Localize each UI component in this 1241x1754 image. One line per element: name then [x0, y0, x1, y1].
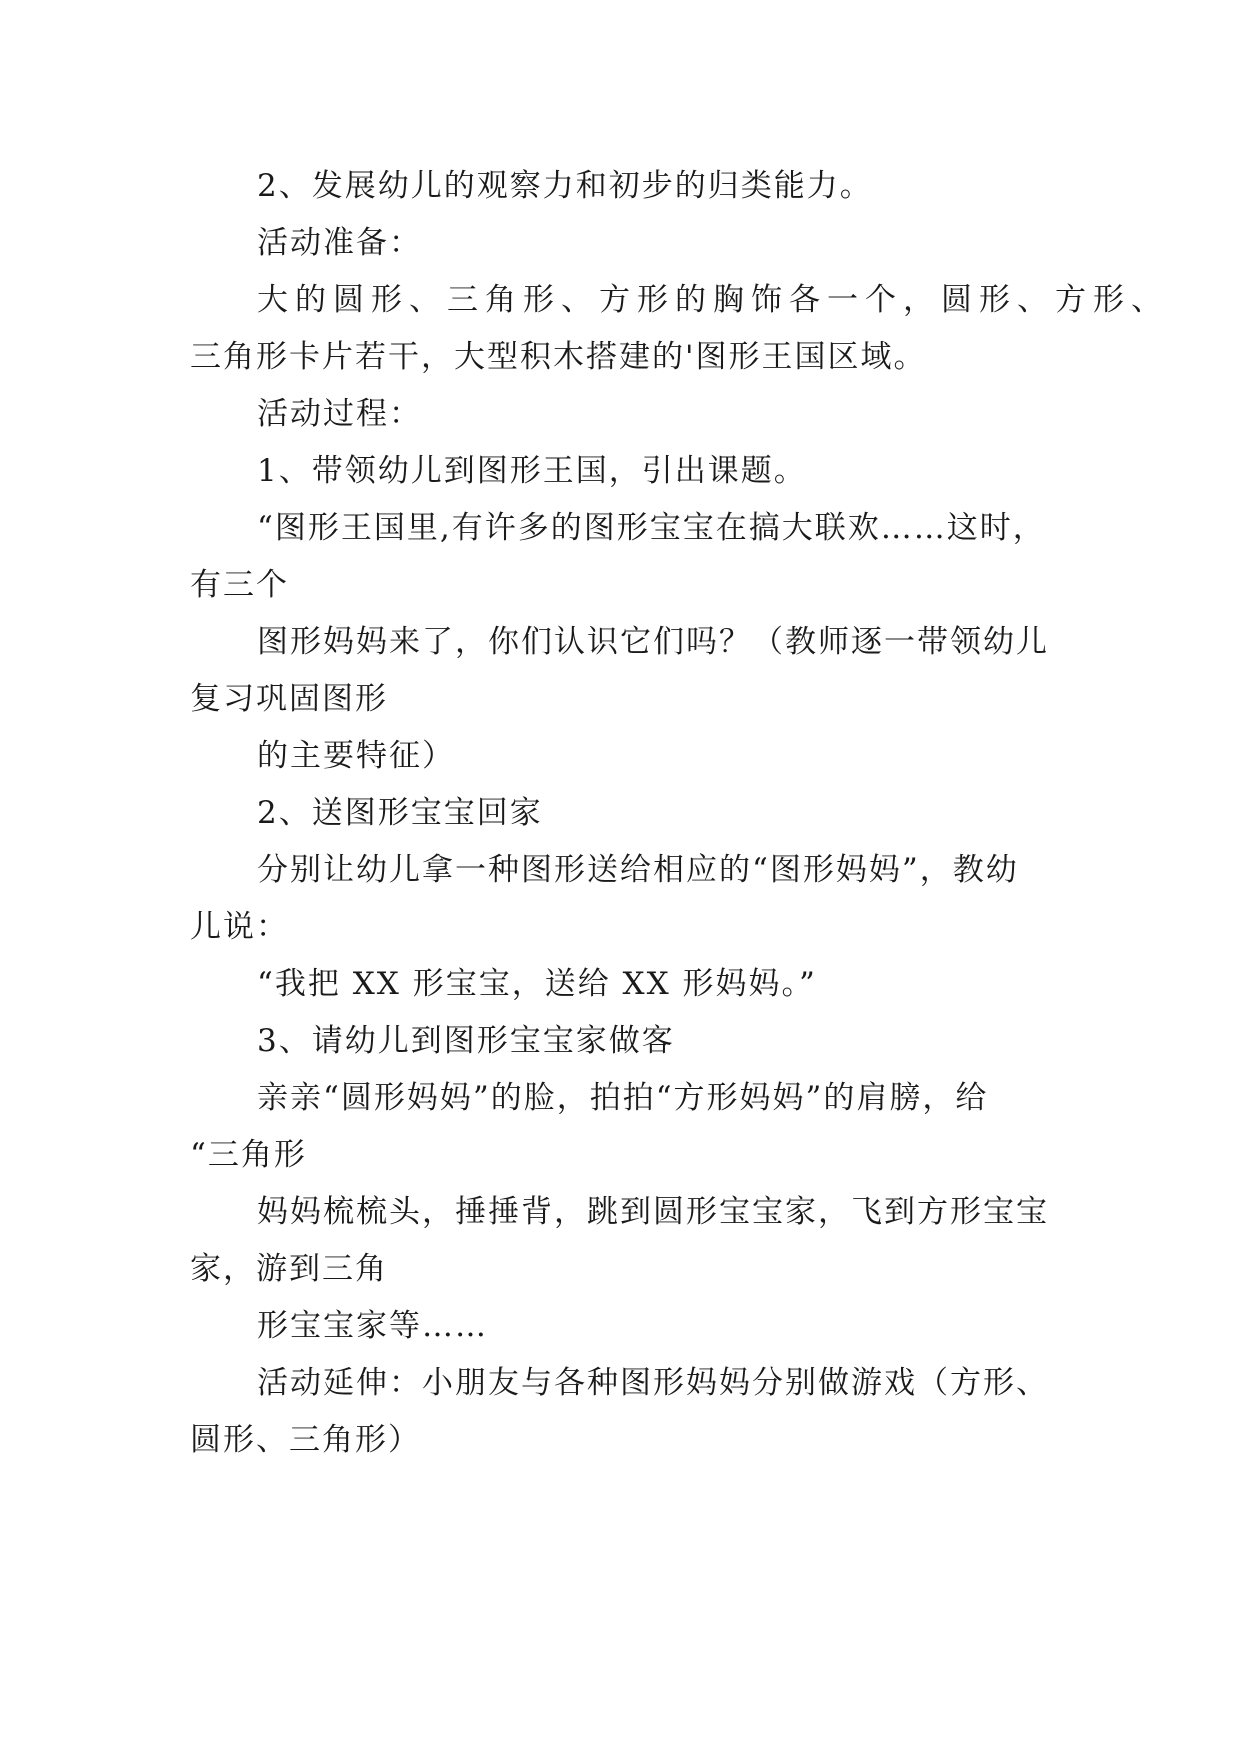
text-line-step-2-quote: “我把 XX 形宝宝，送给 XX 形妈妈。” — [257, 966, 817, 1002]
text-line-preparation-heading: 活动准备： — [257, 225, 422, 261]
text-line-step-3-more: 妈妈梳梳头，捶捶背，跳到圆形宝宝家，飞到方形宝宝 — [257, 1194, 1049, 1230]
text-line-extension: 活动延伸：小朋友与各种图形妈妈分别做游戏（方形、 — [257, 1365, 1049, 1401]
text-line-preparation-2: 三角形卡片若干，大型积木搭建的'图形王国区域。 — [190, 339, 927, 375]
text-line-step-1-quote: “图形王国里,有许多的图形宝宝在搞大联欢……这时， — [257, 510, 1046, 546]
text-line-preparation-1: 大的圆形、三角形、方形的胸饰各一个，圆形、方形、 — [257, 282, 1169, 318]
text-line-step-2-detail: 分别让幼儿拿一种图形送给相应的“图形妈妈”，教幼 — [257, 852, 1019, 888]
text-line-step-3-more-cont: 家，游到三角 — [190, 1251, 388, 1287]
text-line-step-3-detail-cont: “三角形 — [190, 1137, 307, 1173]
text-line-extension-cont: 圆形、三角形） — [190, 1422, 421, 1458]
text-line-process-heading: 活动过程： — [257, 396, 422, 432]
text-line-step-2: 2、送图形宝宝回家 — [257, 795, 543, 831]
text-line-step-3-end: 形宝宝家等…… — [257, 1308, 488, 1344]
text-line-step-1-detail: 图形妈妈来了，你们认识它们吗？（教师逐一带领幼儿 — [257, 624, 1049, 660]
text-line-step-1-end: 的主要特征） — [257, 738, 455, 774]
text-line-step-3-detail: 亲亲“圆形妈妈”的脸，拍拍“方形妈妈”的肩膀，给 — [257, 1080, 989, 1116]
text-line-objective-2: 2、发展幼儿的观察力和初步的归类能力。 — [257, 168, 873, 204]
text-line-step-2-detail-cont: 儿说： — [190, 909, 289, 945]
text-line-step-1: 1、带领幼儿到图形王国，引出课题。 — [257, 453, 807, 489]
text-line-step-1-quote-cont: 有三个 — [190, 567, 289, 603]
text-line-step-1-detail-cont: 复习巩固图形 — [190, 681, 388, 717]
text-line-step-3: 3、请幼儿到图形宝宝家做客 — [257, 1023, 675, 1059]
